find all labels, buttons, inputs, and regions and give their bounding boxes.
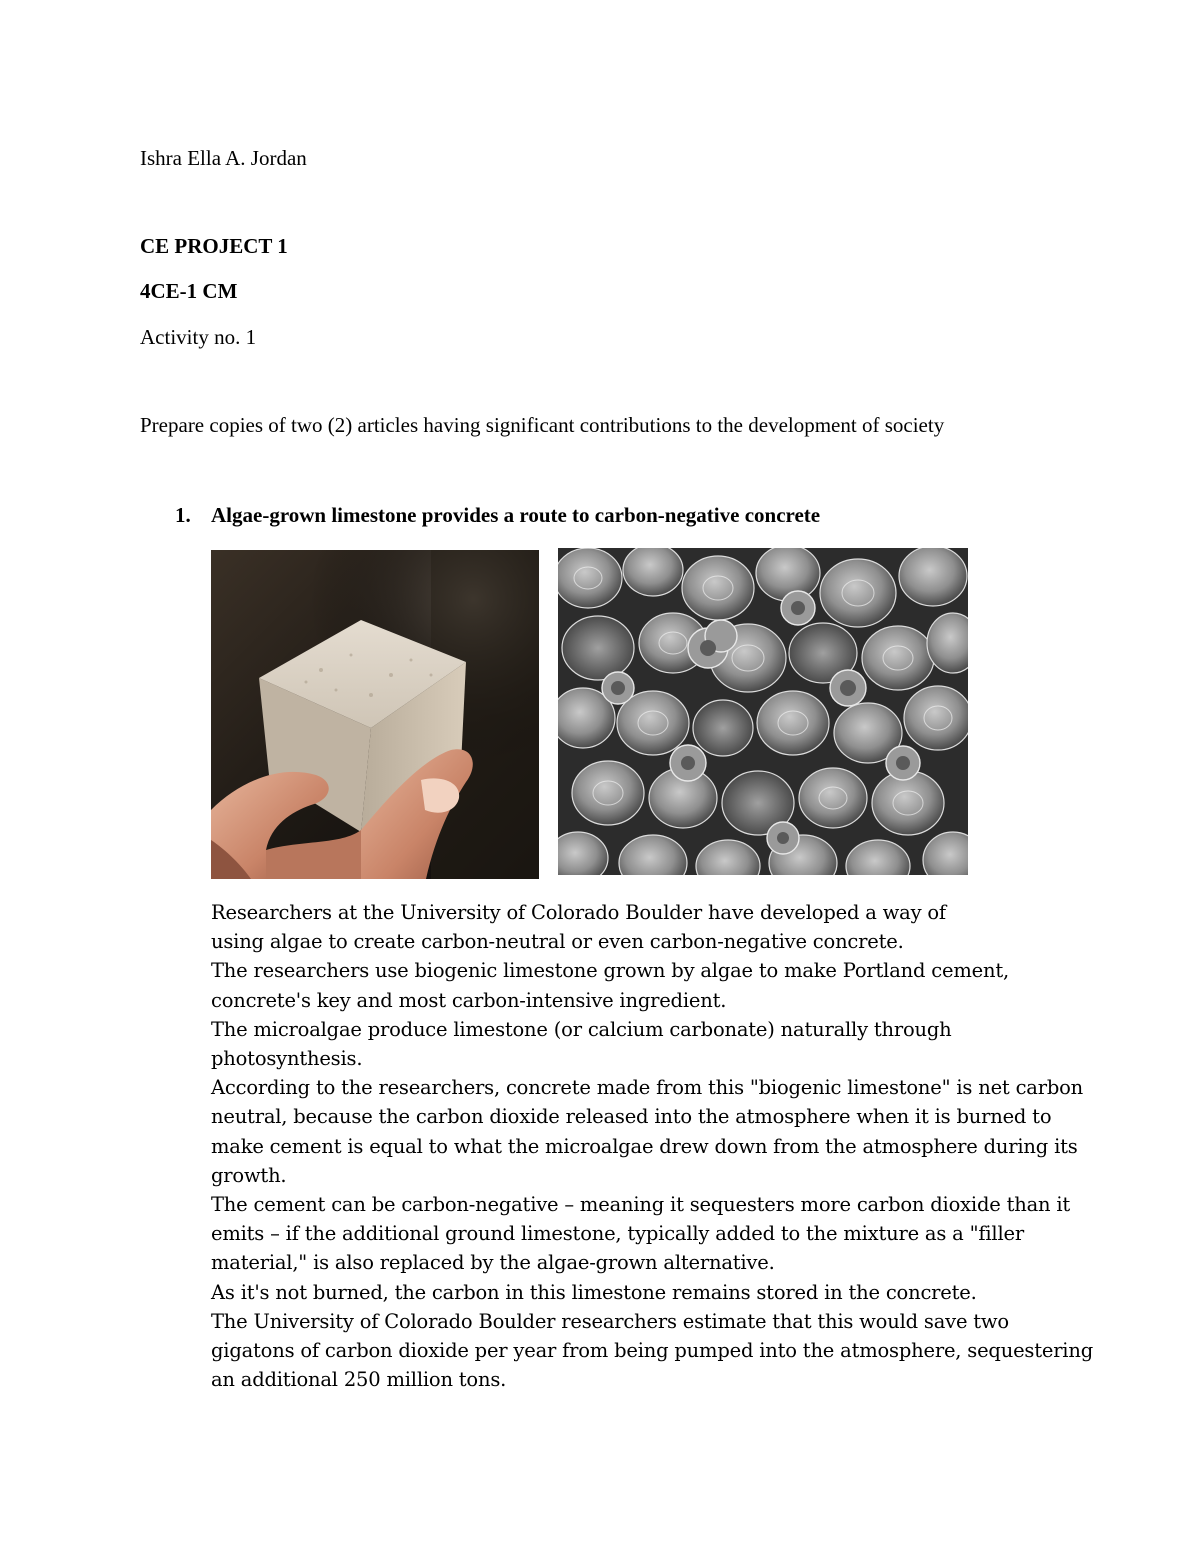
article-title: Algae-grown limestone provides a route to carbon-negative concrete [211, 503, 821, 527]
author-name: Ishra Ella A. Jordan [140, 146, 307, 170]
article-body-line: The University of Colorado Boulder researchers estimate that this would save two [211, 1309, 1009, 1333]
article-body-line: neutral, because the carbon dioxide released into the atmosphere when it is burned to [211, 1105, 1052, 1129]
article-body-line: Researchers at the University of Colorado Boulder have developed a way of [211, 901, 946, 924]
project-title: CE PROJECT 1 [140, 234, 288, 258]
article-body-line: make cement is equal to what the microalgae drew down from the atmosphere during its [211, 1134, 1078, 1158]
article-body-line: According to the researchers, concrete made from this "biogenic limestone" is net carbon [211, 1076, 1084, 1100]
coccolithophore-micrograph-photo [558, 548, 968, 875]
article-body-line: emits – if the additional ground limestone, typically added to the mixture as a "filler [211, 1222, 1024, 1246]
article-heading [175, 503, 820, 527]
article-body-line: using algae to create carbon-neutral or even carbon-negative concrete. [211, 930, 904, 954]
section-code: 4CE-1 CM [140, 279, 238, 303]
article-body-line: As it's not burned, the carbon in this limestone remains stored in the concrete. [211, 1280, 977, 1304]
article-body-line: gigatons of carbon dioxide per year from being pumped into the atmosphere, sequestering [211, 1339, 1093, 1363]
article-body-line: an additional 250 million tons. [211, 1368, 507, 1392]
activity-number: Activity no. 1 [140, 325, 257, 349]
article-body-line: photosynthesis. [211, 1047, 363, 1071]
article-body-line: concrete's key and most carbon-intensive ingredient. [211, 988, 727, 1012]
article-number: 1. [175, 503, 191, 527]
article-body-line: The researchers use biogenic limestone grown by algae to make Portland cement, [211, 959, 1009, 983]
article-body-line: growth. [211, 1163, 287, 1187]
hand-holding-concrete-block-photo [211, 550, 539, 879]
article-body-line: The cement can be carbon-negative – meaning it sequesters more carbon dioxide than it [211, 1193, 1071, 1217]
article-body [211, 898, 1093, 1394]
instructions-text: Prepare copies of two (2) articles having significant contributions to the development of society [140, 413, 945, 437]
article-body-line: material," is also replaced by the algae-grown alternative. [211, 1251, 775, 1275]
article-body-line: The microalgae produce limestone (or calcium carbonate) naturally through [211, 1017, 952, 1041]
